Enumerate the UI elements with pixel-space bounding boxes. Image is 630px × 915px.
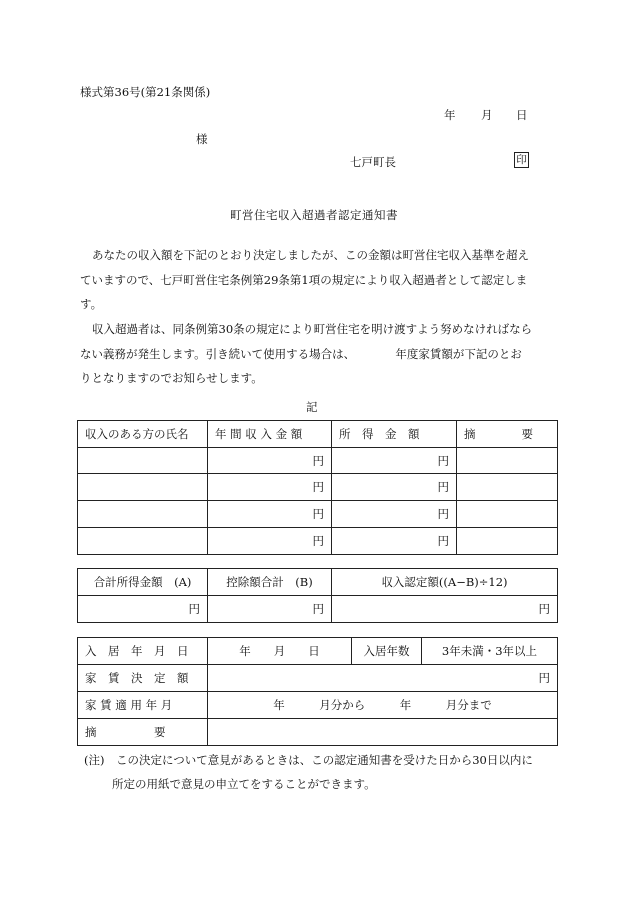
years-resided-value[interactable]: 3年未満・3年以上 — [422, 638, 558, 665]
body-p2-line-3: りとなりますのでお知らせします。 — [80, 371, 263, 385]
cell-remarks[interactable] — [457, 528, 558, 555]
move-in-date-label: 入 居 年 月 日 — [78, 638, 208, 665]
body-paragraph-1 — [80, 243, 558, 317]
cell-name[interactable] — [78, 528, 208, 555]
body-p1-line-2: ていますので、七戸町営住宅条例第29条第1項の規定により収入超過者として認定しま — [80, 272, 528, 287]
income-table-header — [78, 421, 558, 448]
summary-table — [77, 568, 558, 623]
cell-total-income[interactable]: 円 — [78, 596, 208, 623]
cell-income[interactable]: 円 — [332, 528, 457, 555]
issuer-name: 七戸町長 — [350, 155, 396, 169]
seal-mark — [514, 152, 529, 168]
summary-table-values — [78, 596, 558, 623]
table-row — [78, 501, 558, 528]
table-row — [78, 528, 558, 555]
cell-annual-income[interactable]: 円 — [208, 474, 332, 501]
header-deduction-total: 控除額合計 (B) — [208, 569, 332, 596]
header-recognized-income: 収入認定額((A−B)÷12) — [332, 569, 558, 596]
body-p2-line-1: 収入超過者は、同条例第30条の規定により町営住宅を明け渡すよう努めなければなら — [92, 322, 533, 336]
cell-name[interactable] — [78, 448, 208, 474]
remarks-row — [78, 719, 558, 746]
cell-remarks[interactable] — [457, 474, 558, 501]
cell-name[interactable] — [78, 474, 208, 501]
income-table — [77, 420, 558, 555]
cell-deduction-total[interactable]: 円 — [208, 596, 332, 623]
cell-income[interactable]: 円 — [332, 474, 457, 501]
note-line-1: (注) この決定について意見があるときは、この認定通知書を受けた日から30日以内に — [84, 753, 533, 767]
cell-remarks[interactable] — [457, 501, 558, 528]
cell-annual-income[interactable]: 円 — [208, 501, 332, 528]
move-in-date-value[interactable]: 年 月 日 — [208, 638, 352, 665]
rent-period-row — [78, 692, 558, 719]
ki-heading: 記 — [306, 400, 318, 414]
note-line-2: 所定の用紙で意見の申立てをすることができます。 — [112, 777, 376, 791]
seal-stamp: 印 — [514, 152, 529, 168]
rent-amount-row — [78, 665, 558, 692]
move-in-row — [78, 638, 558, 665]
cell-remarks[interactable] — [457, 448, 558, 474]
summary-table-header — [78, 569, 558, 596]
header-remarks: 摘 要 — [457, 421, 558, 448]
rent-period-value[interactable]: 年 月分から 年 月分まで — [208, 692, 558, 719]
rent-period-label: 家 賃 適 用 年 月 — [78, 692, 208, 719]
body-paragraph-2 — [80, 317, 558, 391]
rent-amount-value[interactable]: 円 — [208, 665, 558, 692]
remarks-label: 摘 要 — [78, 719, 208, 746]
years-resided-label: 入居年数 — [352, 638, 422, 665]
date-day-label: 日 — [516, 108, 528, 122]
body-p1-line-1: あなたの収入額を下記のとおり決定しましたが、この金額は町営住宅収入基準を超え — [92, 248, 529, 262]
header-annual-income: 年 間 収 入 金 額 — [208, 421, 332, 448]
table-row — [78, 448, 558, 474]
addressee-suffix: 様 — [196, 132, 208, 146]
rent-table — [77, 637, 558, 746]
rent-amount-label: 家 賃 決 定 額 — [78, 665, 208, 692]
cell-income[interactable]: 円 — [332, 448, 457, 474]
date-year-label: 年 — [444, 108, 456, 122]
date-month-label: 月 — [481, 108, 493, 122]
table-row — [78, 474, 558, 501]
cell-name[interactable] — [78, 501, 208, 528]
cell-recognized-income[interactable]: 円 — [332, 596, 558, 623]
document-title: 町営住宅収入超過者認定通知書 — [230, 208, 398, 222]
cell-annual-income[interactable]: 円 — [208, 528, 332, 555]
form-number: 様式第36号(第21条関係) — [80, 85, 211, 99]
cell-income[interactable]: 円 — [332, 501, 457, 528]
header-name: 収入のある方の氏名 — [78, 421, 208, 448]
body-p2-line-2: ない義務が発生します。引き続いて使用する場合は、 年度家賃額が下記のとお — [80, 346, 522, 361]
remarks-value[interactable] — [208, 719, 558, 746]
header-total-income: 合計所得金額 (A) — [78, 569, 208, 596]
body-p1-line-3: す。 — [80, 297, 103, 311]
header-income: 所 得 金 額 — [332, 421, 457, 448]
cell-annual-income[interactable]: 円 — [208, 448, 332, 474]
